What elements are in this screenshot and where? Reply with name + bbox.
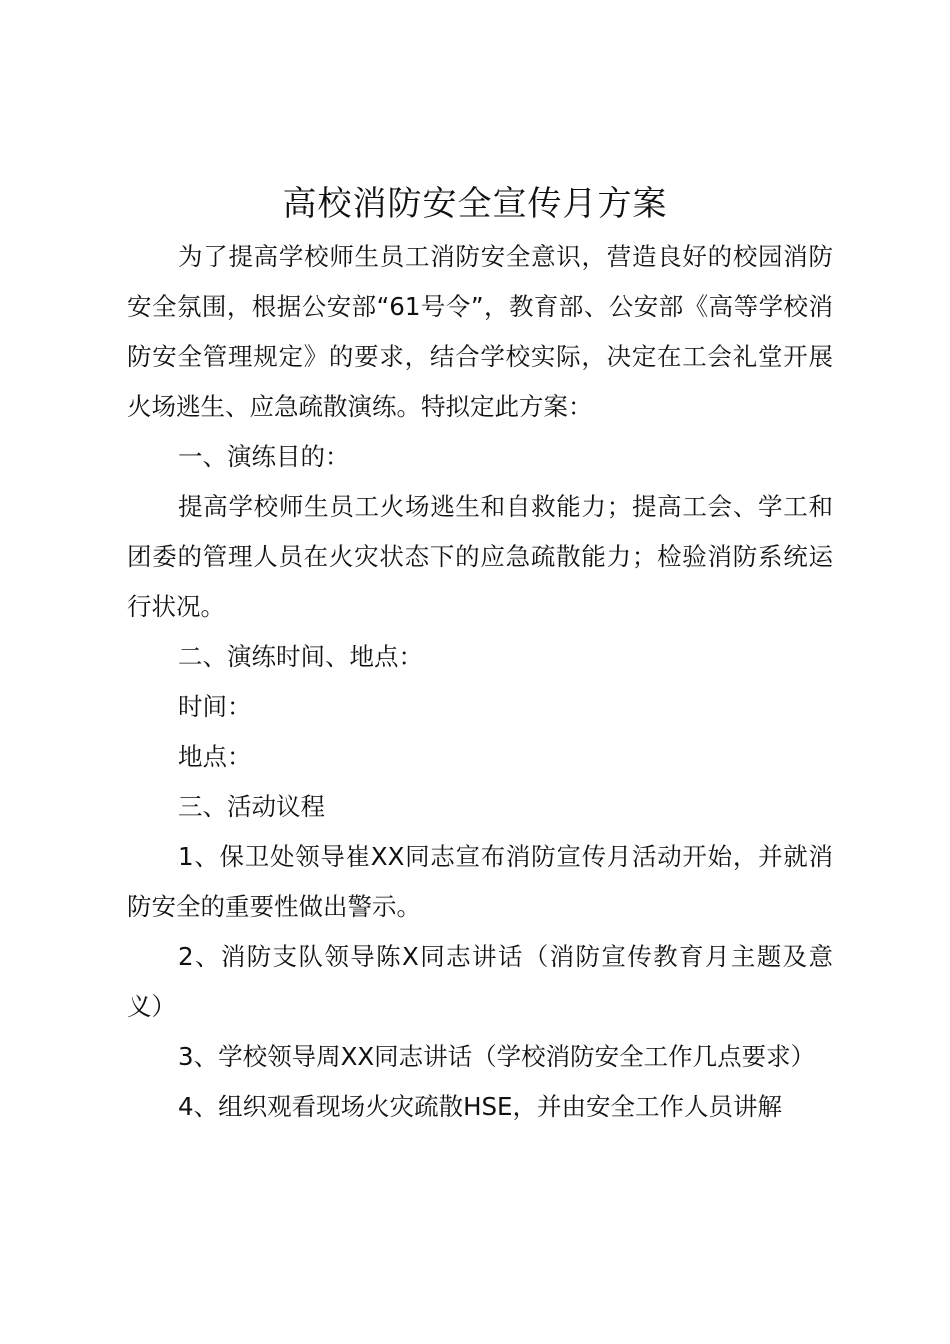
- section-heading-agenda: 三、活动议程: [178, 792, 325, 821]
- section-heading-purpose: 一、演练目的：: [178, 442, 350, 471]
- agenda-item: 3、学校领导周XX同志讲话（学校消防安全工作几点要求）: [178, 1042, 816, 1071]
- document-title: 高校消防安全宣传月方案: [282, 184, 668, 224]
- document-body: [127, 232, 833, 1132]
- place-line: 地点：: [178, 742, 252, 771]
- intro-paragraph: 为了提高学校师生员工消防安全意识，营造良好的校园消防安全氛围，根据公安部“61号令”，教育部、公安部《高等学校消防安全管理规定》的要求，结合学校实际，决定在工会礼堂开展火场逃生、应急疏散演练。特拟定此方案：: [127, 242, 833, 421]
- agenda-item: 1、保卫处领导崔XX同志宣布消防宣传月活动开始，并就消防安全的重要性做出警示。: [127, 842, 833, 921]
- purpose-paragraph: 提高学校师生员工火场逃生和自救能力；提高工会、学工和团委的管理人员在火灾状态下的应急疏散能力；检验消防系统运行状况。: [127, 492, 833, 621]
- agenda-item: 4、组织观看现场火灾疏散HSE，并由安全工作人员讲解: [178, 1092, 783, 1121]
- time-line: 时间：: [178, 692, 252, 721]
- section-heading-time-place: 二、演练时间、地点：: [178, 642, 423, 671]
- agenda-item: 2、消防支队领导陈X同志讲话（消防宣传教育月主题及意义）: [127, 942, 833, 1021]
